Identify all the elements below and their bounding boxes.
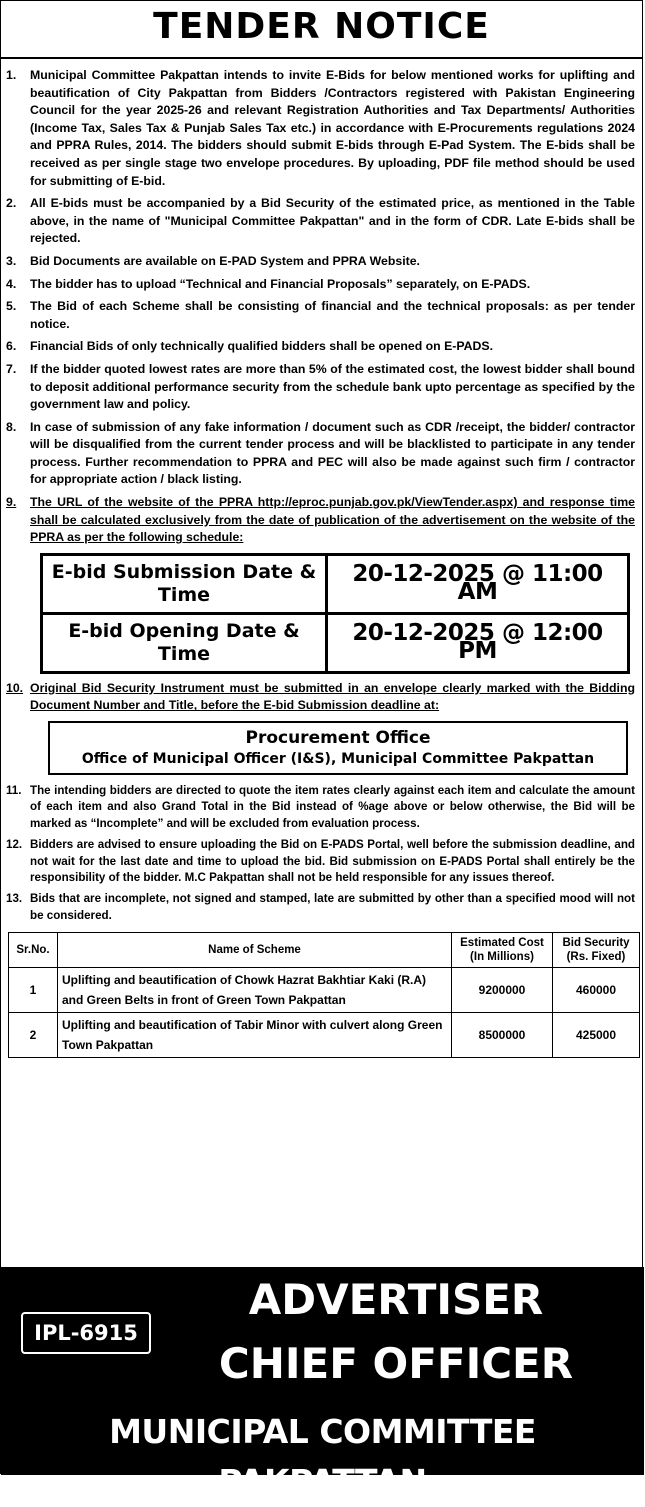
item-text: The Bid of each Scheme shall be consisting of financial and the technical proposals: as per tender notice. bbox=[30, 299, 635, 331]
item-number: 9. bbox=[6, 495, 17, 510]
item-number: 5. bbox=[6, 299, 17, 314]
list-item bbox=[6, 783, 635, 832]
procurement-office-box bbox=[48, 721, 628, 775]
page-title: TENDER NOTICE bbox=[1, 1, 642, 59]
item-text: Municipal Committee Pakpattan intends to invite E-Bids for below mentioned works for uplifting and beautification of City Pakpattan from Bidders /Contractors registered with Pakistan Engineering Council for the year 2025-26 and relevant Registration Authorities and Tax Departments/ Authorities (Income Tax, Sales Tax & Punjab Sales Tax etc.) in accordance with E-Procurements regulations 2024 and PPRA Rules, 2014. The bidders should submit E-bids through E-Pad System. The E-bids shall be received as per single stage two envelope procedures. By uploading, PDF file method should be used for submitting of E-bid. bbox=[30, 68, 635, 188]
submission-value: 20-12-2025 @ 11:00 AM bbox=[327, 554, 629, 613]
notice-body bbox=[1, 59, 642, 1058]
list-item bbox=[6, 298, 635, 333]
item-text: The URL of the website of the PPRA http://eproc.punjab.gov.pk/ViewTender.aspx) and response time shall be calculated exclusively from the date of publication of the advertisement on the website of the PPRA as per the following schedule: bbox=[30, 495, 635, 545]
works-table bbox=[8, 932, 640, 1058]
schedule-row bbox=[42, 554, 629, 613]
item-text: If the bidder quoted lowest rates are more than 5% of the estimated cost, the lowest bidder shall bound to deposit additional performance security from the schedule bank upto percentage as specified by the government law and policy. bbox=[30, 361, 635, 412]
cell-sr: 2 bbox=[9, 1013, 58, 1058]
cell-scheme: Uplifting and beautification of Tabir Minor with culvert along Green Town Pakpattan bbox=[58, 1013, 452, 1058]
list-item bbox=[6, 680, 635, 715]
committee-name: MUNICIPAL COMMITTEE PAKPATTAN bbox=[109, 1412, 536, 1501]
chief-officer-label: CHIEF OFFICER bbox=[218, 1339, 574, 1388]
item-number: 7. bbox=[6, 361, 17, 376]
opening-label: E-bid Opening Date & Time bbox=[42, 613, 327, 672]
col-header-security: Bid Security (Rs. Fixed) bbox=[553, 933, 640, 968]
item-text: Bids that are incomplete, not signed and stamped, late are submitted by other than a specified mood will not be considered. bbox=[30, 892, 635, 922]
schedule-row bbox=[42, 613, 629, 672]
item-text: Original Bid Security Instrument must be submitted in an envelope clearly marked with the Bidding Document Number and Title, before the E-bid Submission deadline at: bbox=[30, 680, 635, 713]
list-item bbox=[6, 361, 635, 414]
item-text: In case of submission of any fake information / document such as CDR /receipt, the bidder/ contractor will be disqualified from the current tender process and will be blacklisted to participate in any tender process. Further recommendation to PPRA and PEC will also be made against such firm / contractor for appropriate action / black listing. bbox=[30, 419, 635, 487]
list-item bbox=[6, 419, 635, 489]
submission-label: E-bid Submission Date & Time bbox=[42, 554, 327, 613]
table-header-row bbox=[9, 933, 640, 968]
cell-sr: 1 bbox=[9, 968, 58, 1013]
item-number: 12. bbox=[6, 838, 23, 852]
item-text: Bid Documents are available on E-PAD System and PPRA Website. bbox=[30, 253, 420, 268]
office-line: Office of Municipal Officer (I&S), Municipal Committee Pakpattan bbox=[81, 751, 595, 768]
list-item bbox=[6, 891, 635, 924]
table-row bbox=[9, 1013, 640, 1058]
col-header-scheme: Name of Scheme bbox=[58, 933, 452, 968]
item-number: 6. bbox=[6, 339, 17, 354]
schedule-table bbox=[40, 553, 630, 674]
item-number: 2. bbox=[6, 196, 17, 211]
ipl-badge: IPL-6915 bbox=[21, 1312, 151, 1354]
item-number: 4. bbox=[6, 276, 17, 291]
cell-security: 460000 bbox=[553, 968, 640, 1013]
col-header-sr: Sr.No. bbox=[9, 933, 58, 968]
col-header-cost: Estimated Cost (In Millions) bbox=[452, 933, 553, 968]
advertiser-footer bbox=[1, 1267, 644, 1501]
item-number: 3. bbox=[6, 253, 17, 268]
office-heading: Procurement Office bbox=[245, 728, 431, 749]
list-item bbox=[6, 253, 635, 271]
item-number: 1. bbox=[6, 68, 17, 82]
cell-cost: 9200000 bbox=[452, 968, 553, 1013]
item-number: 10. bbox=[6, 680, 24, 695]
list-item bbox=[6, 494, 635, 547]
item-number: 11. bbox=[6, 784, 22, 798]
cell-scheme: Uplifting and beautification of Chowk Hazrat Bakhtiar Kaki (R.A) and Green Belts in front of Green Town Pakpattan bbox=[58, 968, 452, 1013]
item-text: Bidders are advised to ensure uploading the Bid on E-PADS Portal, well before the submission deadline, and not wait for the last date and time to upload the bid. Bid submission on E-PADS Portal shall entirely be the responsibility of the bidder. M.C Pakpattan shall not be held responsible for any issues thereof. bbox=[30, 838, 635, 885]
item-number: 13. bbox=[6, 892, 23, 906]
item-number: 8. bbox=[6, 419, 17, 434]
advertiser-label: ADVERTISER bbox=[248, 1275, 544, 1324]
table-row bbox=[9, 968, 640, 1013]
list-item bbox=[6, 195, 635, 248]
list-item bbox=[6, 338, 635, 356]
item-text: All E-bids must be accompanied by a Bid Security of the estimated price, as mentioned in the Table above, in the name of "Municipal Committee Pakpattan" and in the form of CDR. Late E-bids shall be rejected. bbox=[30, 196, 635, 246]
list-item bbox=[6, 276, 635, 294]
item-text: Financial Bids of only technically qualified bidders shall be opened on E-PADS. bbox=[30, 339, 494, 354]
item-text: The bidder has to upload “Technical and Financial Proposals” separately, on E-PADS. bbox=[30, 276, 531, 291]
cell-cost: 8500000 bbox=[452, 1013, 553, 1058]
item-text: The intending bidders are directed to quote the item rates clearly against each item and calculate the amount of each item and also Grand Total in the Bid instead of %age above or below otherwise, the Bid will be marked as “Incomplete” and will be excluded from evaluation process. bbox=[30, 784, 635, 830]
list-item bbox=[6, 67, 635, 190]
cell-security: 425000 bbox=[553, 1013, 640, 1058]
list-item bbox=[6, 837, 635, 886]
opening-value: 20-12-2025 @ 12:00 PM bbox=[327, 613, 629, 672]
